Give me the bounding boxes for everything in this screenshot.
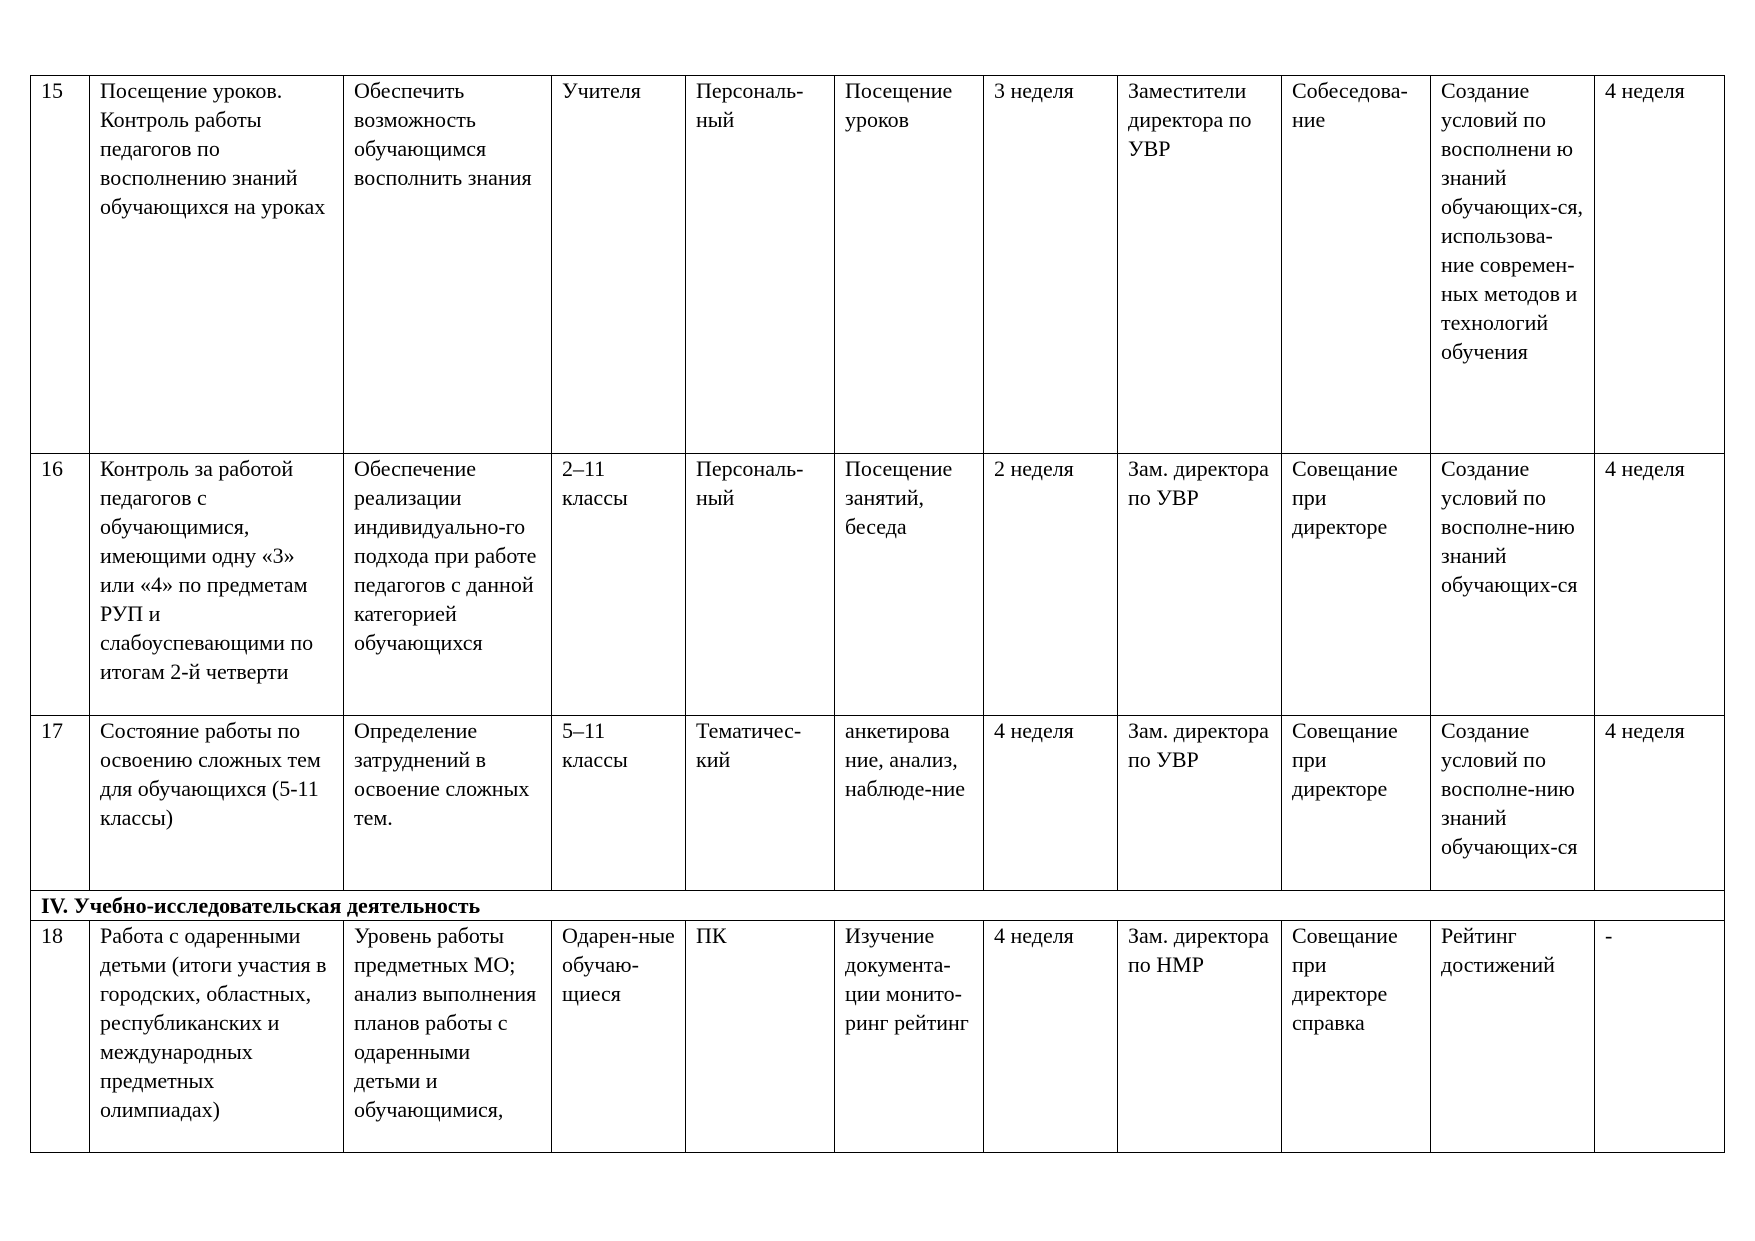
control-responsible: Зам. директора по УВР (1118, 454, 1282, 716)
control-repeat: 4 неделя (1595, 716, 1725, 891)
row-number: 16 (31, 454, 90, 716)
control-where: Совещание при директоре (1282, 716, 1431, 891)
control-timing: 4 неделя (984, 716, 1118, 891)
control-decision: Создание условий по восполне-нию знаний обучающих-ся (1431, 454, 1595, 716)
section-heading: IV. Учебно-исследовательская деятельность (31, 891, 1725, 921)
table-row (31, 76, 1725, 454)
control-repeat: 4 неделя (1595, 454, 1725, 716)
control-where: Собеседова-ние (1282, 76, 1431, 454)
control-purpose: Обеспечение реализации индивидуально-го подхода при работе педагогов с данной категорией обучающихся (344, 454, 552, 716)
control-responsible: Заместители директора по УВР (1118, 76, 1282, 454)
control-purpose: Уровень работы предметных МО; анализ выполнения планов работы с одаренными детьми и обучающимися, (344, 921, 552, 1153)
table-row (31, 716, 1725, 891)
control-timing: 2 неделя (984, 454, 1118, 716)
section-row (31, 891, 1725, 921)
control-repeat: 4 неделя (1595, 76, 1725, 454)
control-where: Совещание при директоре (1282, 454, 1431, 716)
row-number: 15 (31, 76, 90, 454)
control-object: 5–11 классы (552, 716, 686, 891)
control-timing: 4 неделя (984, 921, 1118, 1153)
control-purpose: Обеспечить возможность обучающимся восполнить знания (344, 76, 552, 454)
control-plan-table (30, 75, 1725, 1153)
control-where: Совещание при директоре справка (1282, 921, 1431, 1153)
control-type: Тематичес-кий (686, 716, 835, 891)
control-content: Работа с одаренными детьми (итоги участия в городских, областных, республиканских и международных предметных олимпиадах) (90, 921, 344, 1153)
control-method: Изучение документа-ции монито-ринг рейтинг (835, 921, 984, 1153)
row-number: 18 (31, 921, 90, 1153)
table-row (31, 454, 1725, 716)
table-row (31, 921, 1725, 1153)
control-responsible: Зам. директора по НМР (1118, 921, 1282, 1153)
control-purpose: Определение затруднений в освоение сложных тем. (344, 716, 552, 891)
control-repeat: - (1595, 921, 1725, 1153)
control-method: Посещение уроков (835, 76, 984, 454)
control-decision: Создание условий по восполнени ю знаний обучающих-ся, использова-ние современ-ных методов и технологий обучения (1431, 76, 1595, 454)
control-decision: Рейтинг достижений (1431, 921, 1595, 1153)
control-timing: 3 неделя (984, 76, 1118, 454)
control-content: Состояние работы по освоению сложных тем для обучающихся (5-11 классы) (90, 716, 344, 891)
control-object: 2–11 классы (552, 454, 686, 716)
control-content: Посещение уроков. Контроль работы педагогов по восполнению знаний обучающихся на уроках (90, 76, 344, 454)
control-type: Персональ-ный (686, 76, 835, 454)
control-type: ПК (686, 921, 835, 1153)
control-object: Одарен-ные обучаю-щиеся (552, 921, 686, 1153)
control-type: Персональ-ный (686, 454, 835, 716)
row-number: 17 (31, 716, 90, 891)
control-responsible: Зам. директора по УВР (1118, 716, 1282, 891)
control-method: Посещение занятий, беседа (835, 454, 984, 716)
control-object: Учителя (552, 76, 686, 454)
control-method: анкетирова ние, анализ, наблюде-ние (835, 716, 984, 891)
control-decision: Создание условий по восполне-нию знаний обучающих-ся (1431, 716, 1595, 891)
control-content: Контроль за работой педагогов с обучающимися, имеющими одну «3» или «4» по предметам РУП и слабоуспевающими по итогам 2-й четверти (90, 454, 344, 716)
